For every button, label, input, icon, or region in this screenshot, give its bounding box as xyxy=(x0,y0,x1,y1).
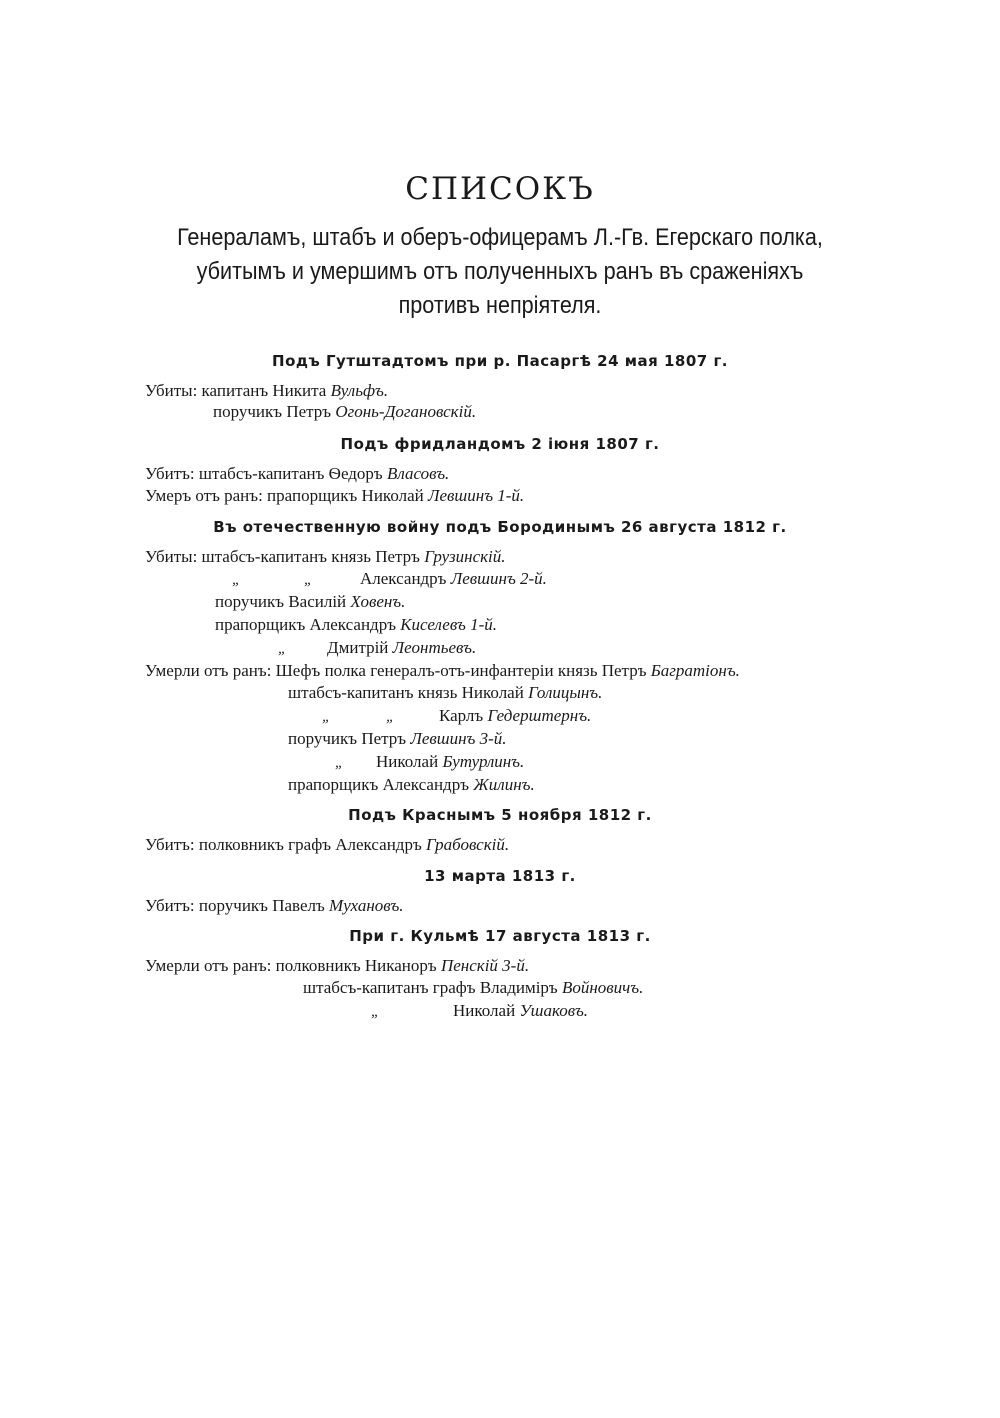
surname: Ушаковъ. xyxy=(519,1001,589,1020)
section-heading-borodino: Въ отечественную войну подъ Бородинымъ 26 августа 1812 г. xyxy=(213,518,787,536)
page-title: СПИСОКЪ xyxy=(405,170,595,207)
section-heading-kulm: При г. Кульмѣ 17 августа 1813 г. xyxy=(349,927,651,945)
surname: Бутурлинъ. xyxy=(442,752,525,771)
list-entry: Умеръ отъ ранъ: прапорщикъ Николай Левшинъ 1-й. xyxy=(145,486,525,505)
list-entry: Убитъ: штабсъ-капитанъ Ѳедоръ Власовъ. xyxy=(145,464,450,483)
surname: Багратіонъ. xyxy=(650,661,740,680)
surname: Голицынъ. xyxy=(528,683,603,702)
list-entry: Николай Бутурлинъ. xyxy=(376,752,525,771)
ditto-mark: „ xyxy=(371,1004,380,1020)
list-entry: поручикъ Петръ Огонь-Догановскій. xyxy=(213,402,477,421)
ditto-mark: „ xyxy=(386,709,395,725)
entry-label: Убиты: xyxy=(145,547,198,566)
ditto-mark: „ xyxy=(232,572,241,588)
list-entry: Умерли отъ ранъ: Шефъ полка генералъ-отъ-инфантеріи князь Петръ Багратіонъ. xyxy=(145,661,740,680)
surname: Ховенъ. xyxy=(350,592,406,611)
entry-label: Умерли отъ ранъ: xyxy=(145,661,272,680)
list-entry: Убитъ: поручикъ Павелъ Мухановъ. xyxy=(145,896,404,915)
list-entry: Карлъ Гедерштернъ. xyxy=(439,706,592,725)
list-entry: Умерли отъ ранъ: полковникъ Никаноръ Пенскій 3-й. xyxy=(145,956,530,975)
entry-label: Убиты: xyxy=(145,381,198,400)
list-entry: Убиты: капитанъ Никита Вульфъ. xyxy=(145,381,389,400)
list-entry: штабсъ-капитанъ князь Николай Голицынъ. xyxy=(288,683,603,702)
section-heading-krasnoi: Подъ Краснымъ 5 ноября 1812 г. xyxy=(348,806,652,824)
list-entry: Александръ Левшинъ 2-й. xyxy=(360,569,547,588)
surname: Киселевъ 1-й. xyxy=(400,615,497,634)
list-entry: штабсъ-капитанъ графъ Владиміръ Войновичъ. xyxy=(303,978,644,997)
surname: Левшинъ 3-й. xyxy=(410,729,507,748)
surname: Грузинскій. xyxy=(424,547,506,566)
surname: Мухановъ. xyxy=(329,896,404,915)
surname: Левшинъ 1-й. xyxy=(427,486,525,505)
entry-label: Умеръ отъ ранъ: xyxy=(145,486,263,505)
subtitle-line-2: убитымъ и умершимъ отъ полученныхъ ранъ въ сраженіяхъ xyxy=(196,258,804,285)
ditto-mark: „ xyxy=(335,755,344,771)
section-heading-gutstadt: Подъ Гутштадтомъ при р. Пасаргѣ 24 мая 1807 г. xyxy=(272,352,728,370)
entry-label: Убитъ: xyxy=(145,896,195,915)
surname: Пенскій 3-й. xyxy=(440,956,530,975)
surname: Вульфъ. xyxy=(330,381,389,400)
entry-label: Умерли отъ ранъ: xyxy=(145,956,272,975)
entry-label: Убитъ: xyxy=(145,835,195,854)
surname: Левшинъ 2-й. xyxy=(450,569,547,588)
ditto-mark: „ xyxy=(304,572,313,588)
ditto-mark: „ xyxy=(322,709,331,725)
subtitle-line-1: Генераламъ, штабъ и оберъ-офицерамъ Л.-Гв. Егерскаго полка, xyxy=(177,224,823,251)
surname: Жилинъ. xyxy=(473,775,535,794)
surname: Войновичъ. xyxy=(561,978,644,997)
list-entry: поручикъ Василій Ховенъ. xyxy=(215,592,406,611)
surname: Власовъ. xyxy=(386,464,450,483)
list-entry: поручикъ Петръ Левшинъ 3-й. xyxy=(288,729,507,748)
list-entry: Николай Ушаковъ. xyxy=(453,1001,589,1020)
ditto-mark: „ xyxy=(278,641,287,657)
surname: Гедерштернъ. xyxy=(487,706,592,725)
list-entry: прапорщикъ Александръ Киселевъ 1-й. xyxy=(215,615,497,634)
list-entry: прапорщикъ Александръ Жилинъ. xyxy=(288,775,535,794)
surname: Огонь-Догановскій. xyxy=(335,402,477,421)
surname: Грабовскій. xyxy=(425,835,510,854)
entry-label: Убитъ: xyxy=(145,464,195,483)
subtitle-line-3: противъ непріятеля. xyxy=(398,292,602,319)
list-entry: Дмитрій Леонтьевъ. xyxy=(327,638,477,657)
list-entry: Убиты: штабсъ-капитанъ князь Петръ Грузинскій. xyxy=(145,547,506,566)
section-heading-march-1813: 13 марта 1813 г. xyxy=(424,867,576,885)
surname: Леонтьевъ. xyxy=(392,638,477,657)
list-entry: Убитъ: полковникъ графъ Александръ Грабовскій. xyxy=(145,835,510,854)
section-heading-friedland: Подъ фридландомъ 2 іюня 1807 г. xyxy=(340,435,660,453)
